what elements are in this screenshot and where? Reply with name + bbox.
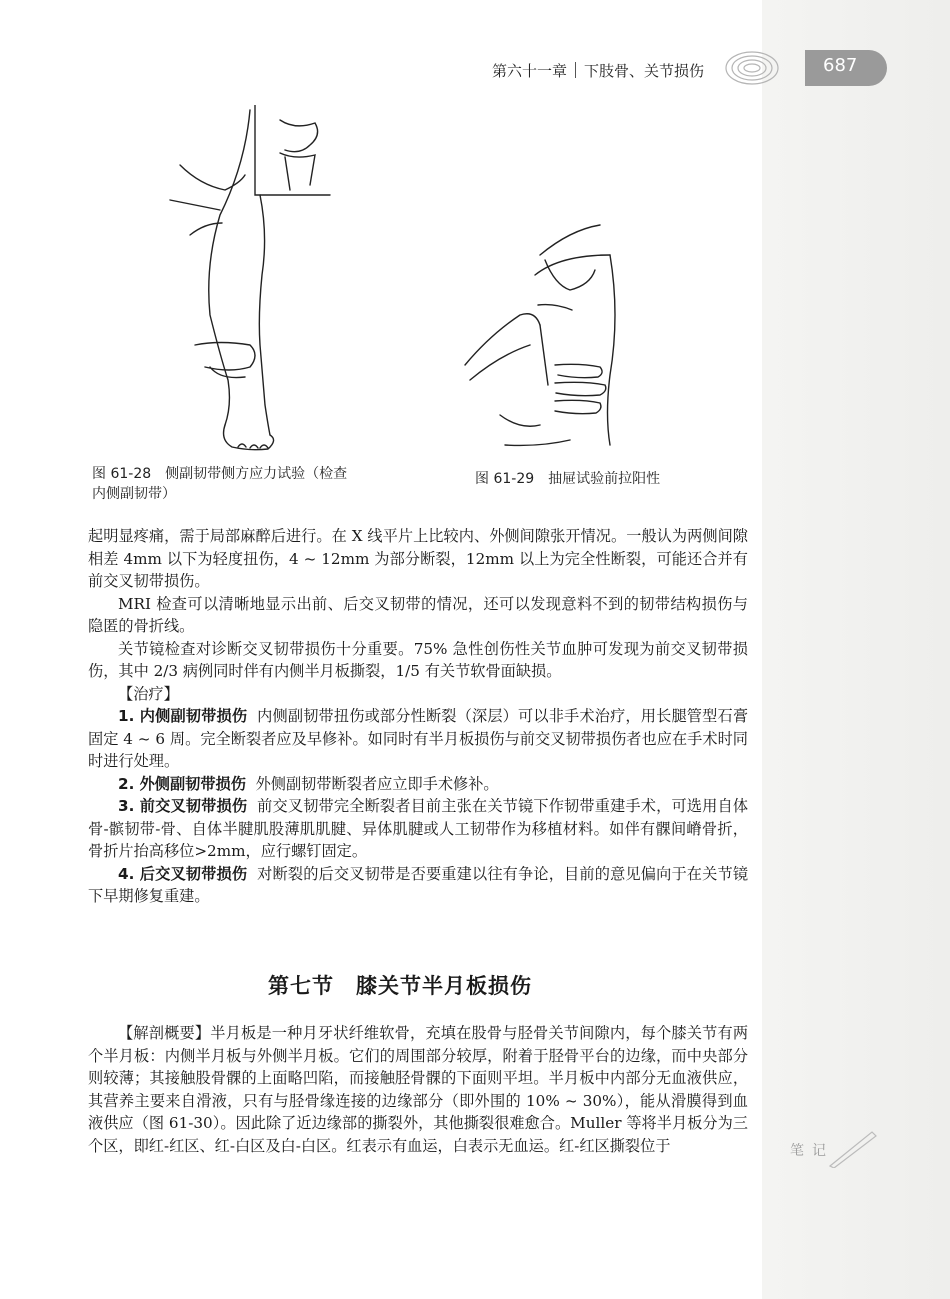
body-text-block [88, 525, 748, 908]
page-number: 687 [823, 55, 858, 76]
treatment-item-1-head: 1. 内侧副韧带损伤 [118, 707, 248, 725]
figure-61-28-caption-line-1: 图 61-28 侧副韧带侧方应力试验（检查 [92, 466, 348, 482]
treatment-item-2-head: 2. 外侧副韧带损伤 [118, 774, 246, 793]
treatment-item-4-head: 4. 后交叉韧带损伤 [118, 864, 248, 883]
treatment-item-4 [88, 863, 748, 908]
notes-label: 笔记 [790, 1143, 834, 1159]
treatment-item-3-head: 3. 前交叉韧带损伤 [118, 797, 248, 815]
paragraph-mri: MRI 检查可以清晰地显示出前、后交叉韧带的情况，还可以发现意料不到的韧带结构损伤与隐匿的骨折线。 [88, 594, 748, 635]
anatomy-block [88, 1022, 748, 1157]
figure-61-28-illustration [150, 105, 350, 455]
section-title: 第七节 膝关节半月板损伤 [268, 974, 532, 998]
figure-61-28-caption [92, 464, 347, 504]
running-header [492, 60, 704, 81]
anatomy-label: 【解剖概要】 [118, 1024, 211, 1042]
treatment-item-3 [88, 795, 748, 863]
treatment-item-1 [88, 705, 748, 773]
treatment-heading: 【治疗】 [118, 684, 179, 703]
section-label: 下肢骨、关节损伤 [584, 62, 705, 80]
pen-icon [828, 1128, 878, 1168]
anatomy-paragraph [88, 1022, 748, 1157]
paragraph-arthroscopy: 关节镜检查对诊断交叉韧带损伤十分重要。75% 急性创伤性关节血肿可发现为前交叉韧带损伤，其中 2/3 病例同时伴有内侧半月板撕裂，1/5 有关节软骨面缺损。 [88, 639, 748, 680]
paragraph-x-ray: 起明显疼痛，需于局部麻醉后进行。在 X 线平片上比较内、外侧间隙张开情况。一般认为两侧间隙相差 4mm 以下为轻度扭伤，4 ~ 12mm 为部分断裂，12mm 以上为完全性断裂，可能还合并有前交叉韧带损伤。 [88, 527, 748, 590]
chapter-label: 第六十一章 [492, 62, 568, 80]
anatomy-text: 半月板是一种月牙状纤维软骨，充填在股骨与胫骨关节间隙内，每个膝关节有两个半月板：内侧半月板与外侧半月板。它们的周围部分较厚，附着于胫骨平台的边缘，而中央部分则较薄；其接触股骨髁的上面略凹陷，而接触胫骨髁的下面则平坦。半月板中内部分无血液供应，其营养主要来自滑液，只有与胫骨缘连接的边缘部分（即外围的 10% ~ 30%），能从滑膜得到血液供应（图 61-30）。因此除了近边缘部的撕裂外，其他撕裂很难愈合。Muller 等将半月板分为三个区，即红-红区、红-白区及白-白区。红表示有血运，白表示无血运。红-红区撕裂位于 [88, 1024, 749, 1155]
figure-61-29-caption: 图 61-29 抽屉试验前拉阳性 [475, 471, 661, 487]
treatment-item-2 [88, 773, 748, 796]
figure-61-28-caption-line-2: 内侧副韧带） [92, 486, 176, 502]
treatment-item-1-text: 内侧副韧带扭伤或部分性断裂（深层）可以非手术治疗，用长腿管型石膏固定 4 ~ 6 周。完全断裂者应及早修补。如同时有半月板损伤与前交叉韧带损伤者也应在手术时同时进行处理。 [88, 707, 748, 770]
margin-notes-strip [762, 0, 950, 1299]
treatment-item-3-text: 前交叉韧带完全断裂者目前主张在关节镜下作韧带重建手术，可选用自体骨-髌韧带-骨、自体半腱肌股薄肌肌腱、异体肌腱或人工韧带作为移植材料。如伴有髁间嵴骨折，骨折片抬高移位>2mm，应行螺钉固定。 [88, 797, 748, 860]
treatment-item-4-text: 对断裂的后交叉韧带是否要重建以往有争论，目前的意见偏向于在关节镜下早期修复重建。 [88, 864, 748, 905]
treatment-item-2-text: 外侧副韧带断裂者应立即手术修补。 [255, 774, 499, 793]
figure-61-29-illustration [460, 215, 640, 455]
